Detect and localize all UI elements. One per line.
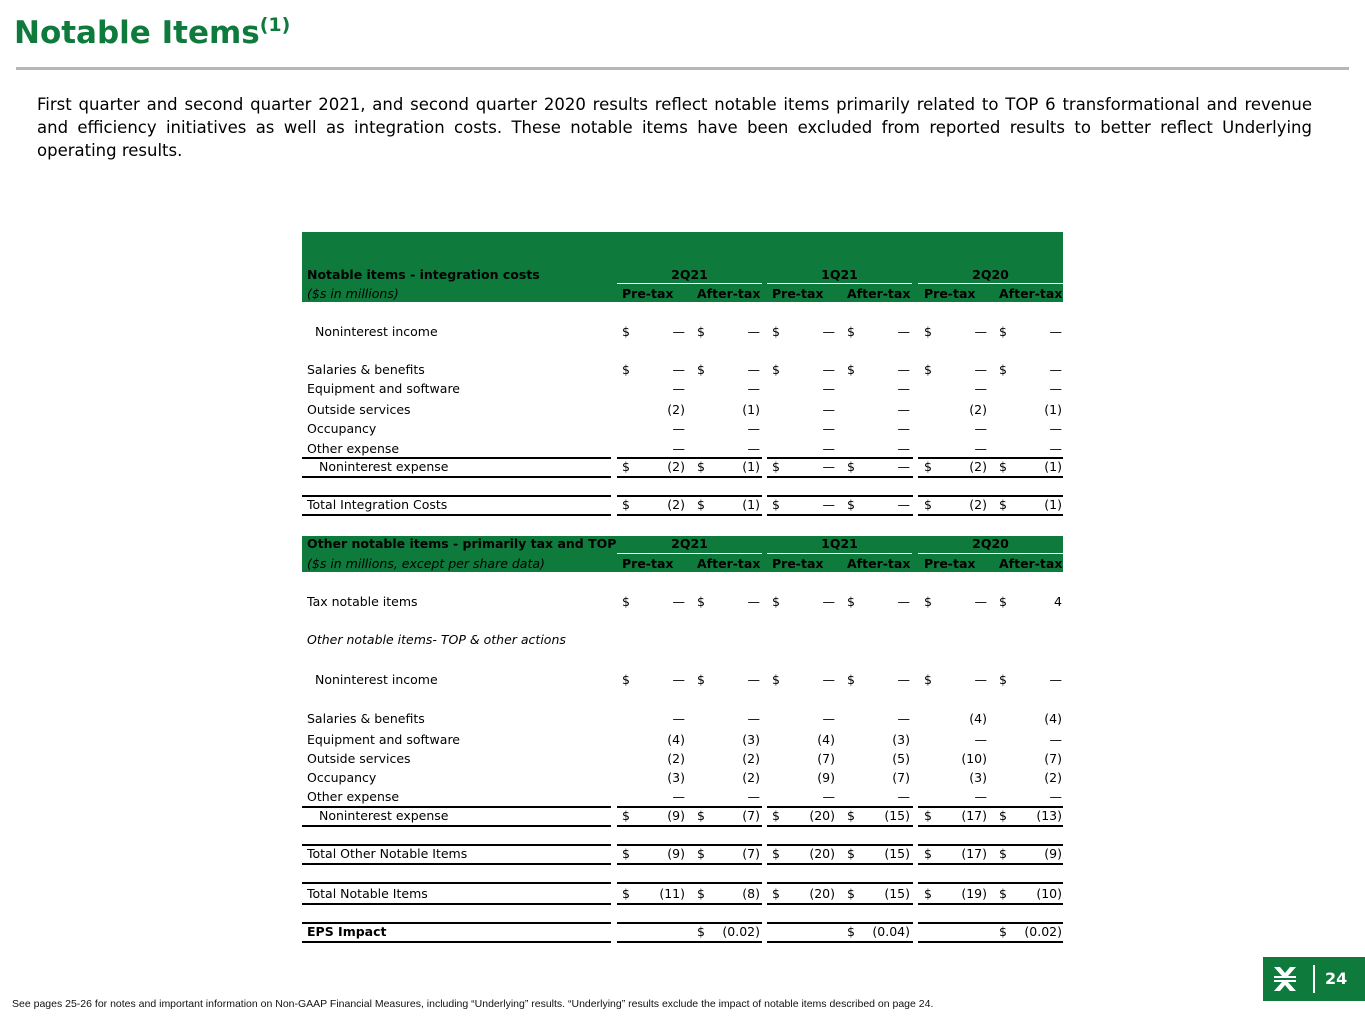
- cell-value: (20): [809, 846, 835, 861]
- cell-value: 4: [1054, 594, 1062, 609]
- table-rule: [617, 495, 762, 497]
- cell-value: (1): [742, 402, 760, 417]
- section1-title: Notable items - integration costs: [307, 267, 540, 282]
- table-rule: [767, 922, 913, 924]
- currency-symbol: $: [999, 362, 1007, 377]
- cell-value: (1): [1044, 402, 1062, 417]
- table-rule: [617, 806, 762, 808]
- currency-symbol: $: [924, 324, 932, 339]
- table-rule: [617, 863, 762, 865]
- subcol-pretax: Pre-tax: [924, 286, 976, 301]
- subcol-aftertax: After-tax: [847, 556, 911, 571]
- table-rule: [918, 863, 1063, 865]
- table-rule: [767, 941, 913, 943]
- table-rule: [302, 882, 611, 884]
- table-rule: [918, 825, 1063, 827]
- currency-symbol: $: [924, 594, 932, 609]
- currency-symbol: $: [999, 497, 1007, 512]
- cell-value: —: [822, 402, 835, 417]
- cell-value: (7): [742, 846, 760, 861]
- cell-value: —: [672, 672, 685, 687]
- row-label: Equipment and software: [307, 732, 460, 747]
- currency-symbol: $: [772, 459, 780, 474]
- subcol-pretax: Pre-tax: [772, 556, 824, 571]
- cell-value: (3): [742, 732, 760, 747]
- row-label: Other notable items- TOP & other actions: [307, 632, 566, 647]
- currency-symbol: $: [847, 672, 855, 687]
- row-label: Salaries & benefits: [307, 711, 425, 726]
- currency-symbol: $: [697, 846, 705, 861]
- cell-value: (7): [817, 751, 835, 766]
- currency-symbol: $: [924, 886, 932, 901]
- cell-value: (4): [667, 732, 685, 747]
- cell-value: (3): [667, 770, 685, 785]
- eps-value: (0.04): [872, 924, 910, 939]
- cell-value: (7): [1044, 751, 1062, 766]
- cell-value: —: [897, 497, 910, 512]
- currency-symbol: $: [847, 808, 855, 823]
- cell-value: —: [974, 732, 987, 747]
- cell-value: (17): [961, 846, 987, 861]
- row-label: Occupancy: [307, 421, 377, 436]
- table-rule: [617, 844, 762, 846]
- currency-symbol: $: [999, 808, 1007, 823]
- page-title: Notable Items$^{(1)}$: [14, 14, 291, 51]
- currency-symbol: $: [999, 594, 1007, 609]
- cell-value: (9): [667, 808, 685, 823]
- currency-symbol: $: [622, 886, 630, 901]
- table-rule: [617, 903, 762, 905]
- table-rule: [617, 514, 762, 516]
- cell-value: —: [822, 497, 835, 512]
- currency-symbol: $: [622, 324, 630, 339]
- currency-symbol: $: [622, 846, 630, 861]
- subcol-pretax: Pre-tax: [772, 286, 824, 301]
- cell-value: —: [822, 421, 835, 436]
- cell-value: —: [974, 789, 987, 804]
- section2-subtitle: ($s in millions, except per share data): [307, 556, 545, 571]
- cell-value: (15): [884, 886, 910, 901]
- currency-symbol: $: [847, 594, 855, 609]
- cell-value: —: [747, 324, 760, 339]
- cell-value: —: [1049, 324, 1062, 339]
- cell-value: —: [897, 402, 910, 417]
- cell-value: —: [747, 789, 760, 804]
- currency-symbol: $: [999, 324, 1007, 339]
- cell-value: —: [672, 362, 685, 377]
- cell-value: —: [974, 324, 987, 339]
- cell-value: —: [1049, 732, 1062, 747]
- cell-value: —: [822, 711, 835, 726]
- table-rule: [767, 457, 913, 459]
- cell-value: (4): [1044, 711, 1062, 726]
- currency-symbol: $: [999, 459, 1007, 474]
- table-rule: [918, 844, 1063, 846]
- table-rule: [302, 844, 611, 846]
- table-rule: [767, 476, 913, 478]
- subcol-aftertax: After-tax: [697, 286, 761, 301]
- cell-value: —: [822, 362, 835, 377]
- currency-symbol: $: [622, 497, 630, 512]
- cell-value: (15): [884, 846, 910, 861]
- table-rule: [767, 863, 913, 865]
- cell-value: (8): [742, 886, 760, 901]
- currency-symbol: $: [924, 846, 932, 861]
- cell-value: —: [974, 441, 987, 456]
- cell-value: —: [1049, 789, 1062, 804]
- row-label: Other expense: [307, 789, 400, 804]
- cell-value: (7): [742, 808, 760, 823]
- currency-symbol: $: [697, 886, 705, 901]
- cell-value: (10): [961, 751, 987, 766]
- cell-value: (2): [667, 459, 685, 474]
- cell-value: (9): [1044, 846, 1062, 861]
- row-label: Noninterest income: [315, 672, 438, 687]
- cell-value: (2): [969, 402, 987, 417]
- cell-value: —: [974, 421, 987, 436]
- currency-symbol: $: [697, 594, 705, 609]
- currency-symbol: $: [697, 497, 705, 512]
- cell-value: —: [747, 381, 760, 396]
- currency-symbol: $: [847, 886, 855, 901]
- table-rule: [302, 476, 611, 478]
- cell-value: —: [974, 362, 987, 377]
- currency-symbol: $: [999, 846, 1007, 861]
- cell-value: —: [822, 789, 835, 804]
- table-rule: [918, 457, 1063, 459]
- cell-value: —: [747, 362, 760, 377]
- cell-value: (5): [892, 751, 910, 766]
- cell-value: —: [1049, 441, 1062, 456]
- currency-symbol: $: [999, 672, 1007, 687]
- table-rule: [302, 457, 611, 459]
- currency-symbol: $: [772, 846, 780, 861]
- currency-symbol: $: [847, 924, 855, 939]
- table-rule: [302, 941, 611, 943]
- currency-symbol: $: [924, 672, 932, 687]
- cell-value: —: [822, 441, 835, 456]
- cell-value: —: [1049, 421, 1062, 436]
- cell-value: (2): [667, 751, 685, 766]
- subcol-pretax: Pre-tax: [924, 556, 976, 571]
- currency-symbol: $: [772, 672, 780, 687]
- cell-value: —: [1049, 381, 1062, 396]
- table-rule: [302, 825, 611, 827]
- currency-symbol: $: [999, 886, 1007, 901]
- table-rule: [617, 476, 762, 478]
- table-rule: [918, 882, 1063, 884]
- brand-badge: [1263, 957, 1365, 1001]
- citizens-logo-icon: [1265, 957, 1309, 1001]
- currency-symbol: $: [772, 886, 780, 901]
- period-header: 2Q21: [671, 536, 708, 551]
- table-rule: [767, 882, 913, 884]
- cell-value: —: [897, 459, 910, 474]
- section1-subtitle: ($s in millions): [307, 286, 399, 301]
- currency-symbol: $: [924, 459, 932, 474]
- period-underline: [918, 553, 1063, 554]
- currency-symbol: $: [622, 459, 630, 474]
- cell-value: —: [897, 441, 910, 456]
- table-rule: [767, 825, 913, 827]
- row-label: Noninterest expense: [319, 808, 449, 823]
- cell-value: —: [974, 594, 987, 609]
- table-rule: [918, 903, 1063, 905]
- section2-title: Other notable items - primarily tax and TOP: [307, 536, 617, 551]
- currency-symbol: $: [772, 324, 780, 339]
- cell-value: —: [1049, 362, 1062, 377]
- row-label: Other expense: [307, 441, 400, 456]
- row-label: Total Other Notable Items: [307, 846, 468, 861]
- row-label: Outside services: [307, 402, 411, 417]
- table-rule: [918, 495, 1063, 497]
- currency-symbol: $: [847, 324, 855, 339]
- title-divider: [16, 67, 1349, 70]
- badge-separator: [1313, 965, 1315, 993]
- cell-value: —: [747, 441, 760, 456]
- currency-symbol: $: [697, 672, 705, 687]
- table-rule: [767, 903, 913, 905]
- period-underline: [767, 553, 912, 554]
- row-label: Occupancy: [307, 770, 377, 785]
- cell-value: —: [897, 421, 910, 436]
- cell-value: (1): [742, 497, 760, 512]
- cell-value: (2): [667, 497, 685, 512]
- row-label: Noninterest income: [315, 324, 438, 339]
- cell-value: (2): [742, 770, 760, 785]
- currency-symbol: $: [847, 362, 855, 377]
- table-rule: [767, 495, 913, 497]
- currency-symbol: $: [622, 594, 630, 609]
- cell-value: (1): [1044, 497, 1062, 512]
- eps-value: (0.02): [1024, 924, 1062, 939]
- table-rule: [617, 457, 762, 459]
- intro-paragraph: First quarter and second quarter 2021, and second quarter 2020 results reflect notable items primarily related to TOP 6 transformational and revenue and efficiency initiatives as well as integration costs. These notable items have been excluded from reported results to better reflect Underlying operating results.: [37, 95, 1312, 160]
- subcol-aftertax: After-tax: [999, 556, 1063, 571]
- table-rule: [918, 922, 1063, 924]
- cell-value: —: [672, 421, 685, 436]
- row-label: Salaries & benefits: [307, 362, 425, 377]
- cell-value: (4): [817, 732, 835, 747]
- subcol-pretax: Pre-tax: [622, 286, 674, 301]
- footnote: See pages 25-26 for notes and important information on Non-GAAP Financial Measures, including “Underlying” results. “Underlying” results exclude the impact of notable items described on page 24.: [12, 998, 934, 1010]
- cell-value: —: [747, 711, 760, 726]
- cell-value: —: [897, 789, 910, 804]
- table-rule: [302, 495, 611, 497]
- cell-value: (10): [1036, 886, 1062, 901]
- currency-symbol: $: [924, 362, 932, 377]
- subcol-aftertax: After-tax: [697, 556, 761, 571]
- cell-value: —: [974, 381, 987, 396]
- cell-value: —: [747, 672, 760, 687]
- period-underline: [617, 283, 762, 284]
- cell-value: (3): [969, 770, 987, 785]
- table-rule: [918, 476, 1063, 478]
- row-label: Equipment and software: [307, 381, 460, 396]
- row-label: Outside services: [307, 751, 411, 766]
- cell-value: (11): [659, 886, 685, 901]
- table-rule: [617, 922, 762, 924]
- cell-value: (4): [969, 711, 987, 726]
- table-rule: [302, 514, 611, 516]
- cell-value: —: [822, 324, 835, 339]
- currency-symbol: $: [847, 846, 855, 861]
- table-rule: [767, 844, 913, 846]
- cell-value: (2): [969, 459, 987, 474]
- currency-symbol: $: [697, 362, 705, 377]
- currency-symbol: $: [772, 808, 780, 823]
- subcol-pretax: Pre-tax: [622, 556, 674, 571]
- cell-value: (2): [969, 497, 987, 512]
- table-rule: [302, 922, 611, 924]
- cell-value: (17): [961, 808, 987, 823]
- cell-value: (2): [1044, 770, 1062, 785]
- cell-value: (3): [892, 732, 910, 747]
- currency-symbol: $: [622, 672, 630, 687]
- cell-value: (15): [884, 808, 910, 823]
- cell-value: —: [897, 711, 910, 726]
- table-rule: [302, 903, 611, 905]
- subcol-aftertax: After-tax: [999, 286, 1063, 301]
- period-underline: [918, 283, 1063, 284]
- cell-value: —: [672, 711, 685, 726]
- page-number: 24: [1325, 969, 1348, 988]
- table-rule: [617, 941, 762, 943]
- cell-value: —: [672, 381, 685, 396]
- eps-label: EPS Impact: [307, 924, 387, 939]
- cell-value: (9): [667, 846, 685, 861]
- currency-symbol: $: [772, 362, 780, 377]
- cell-value: (20): [809, 808, 835, 823]
- table-rule: [302, 863, 611, 865]
- period-header: 1Q21: [821, 267, 858, 282]
- cell-value: —: [897, 594, 910, 609]
- currency-symbol: $: [924, 808, 932, 823]
- currency-symbol: $: [847, 497, 855, 512]
- table-rule: [918, 514, 1063, 516]
- currency-symbol: $: [772, 594, 780, 609]
- cell-value: —: [672, 594, 685, 609]
- cell-value: —: [897, 381, 910, 396]
- table-rule: [767, 514, 913, 516]
- period-header: 1Q21: [821, 536, 858, 551]
- table-rule: [302, 806, 611, 808]
- currency-symbol: $: [999, 924, 1007, 939]
- cell-value: —: [747, 421, 760, 436]
- row-label: Tax notable items: [307, 594, 418, 609]
- table-rule: [918, 941, 1063, 943]
- cell-value: —: [1049, 672, 1062, 687]
- cell-value: (2): [667, 402, 685, 417]
- currency-symbol: $: [847, 459, 855, 474]
- table-rule: [617, 882, 762, 884]
- cell-value: (1): [1044, 459, 1062, 474]
- cell-value: —: [672, 789, 685, 804]
- currency-symbol: $: [697, 924, 705, 939]
- cell-value: (13): [1036, 808, 1062, 823]
- cell-value: —: [822, 381, 835, 396]
- cell-value: —: [822, 594, 835, 609]
- eps-value: (0.02): [722, 924, 760, 939]
- period-underline: [767, 283, 912, 284]
- cell-value: (20): [809, 886, 835, 901]
- currency-symbol: $: [697, 324, 705, 339]
- row-label: Total Notable Items: [307, 886, 428, 901]
- currency-symbol: $: [697, 459, 705, 474]
- currency-symbol: $: [622, 362, 630, 377]
- cell-value: —: [672, 441, 685, 456]
- cell-value: (9): [817, 770, 835, 785]
- table-rule: [918, 806, 1063, 808]
- currency-symbol: $: [622, 808, 630, 823]
- cell-value: (1): [742, 459, 760, 474]
- cell-value: —: [822, 672, 835, 687]
- cell-value: —: [897, 324, 910, 339]
- cell-value: —: [747, 594, 760, 609]
- currency-symbol: $: [697, 808, 705, 823]
- cell-value: (19): [961, 886, 987, 901]
- cell-value: —: [897, 672, 910, 687]
- cell-value: —: [822, 459, 835, 474]
- row-label: Noninterest expense: [319, 459, 449, 474]
- currency-symbol: $: [772, 497, 780, 512]
- table-rule: [767, 806, 913, 808]
- cell-value: (7): [892, 770, 910, 785]
- cell-value: (2): [742, 751, 760, 766]
- cell-value: —: [672, 324, 685, 339]
- period-header: 2Q20: [972, 536, 1009, 551]
- currency-symbol: $: [924, 497, 932, 512]
- subcol-aftertax: After-tax: [847, 286, 911, 301]
- table-rule: [617, 825, 762, 827]
- cell-value: —: [974, 672, 987, 687]
- period-header: 2Q20: [972, 267, 1009, 282]
- row-label: Total Integration Costs: [307, 497, 448, 512]
- cell-value: —: [897, 362, 910, 377]
- period-underline: [617, 553, 762, 554]
- period-header: 2Q21: [671, 267, 708, 282]
